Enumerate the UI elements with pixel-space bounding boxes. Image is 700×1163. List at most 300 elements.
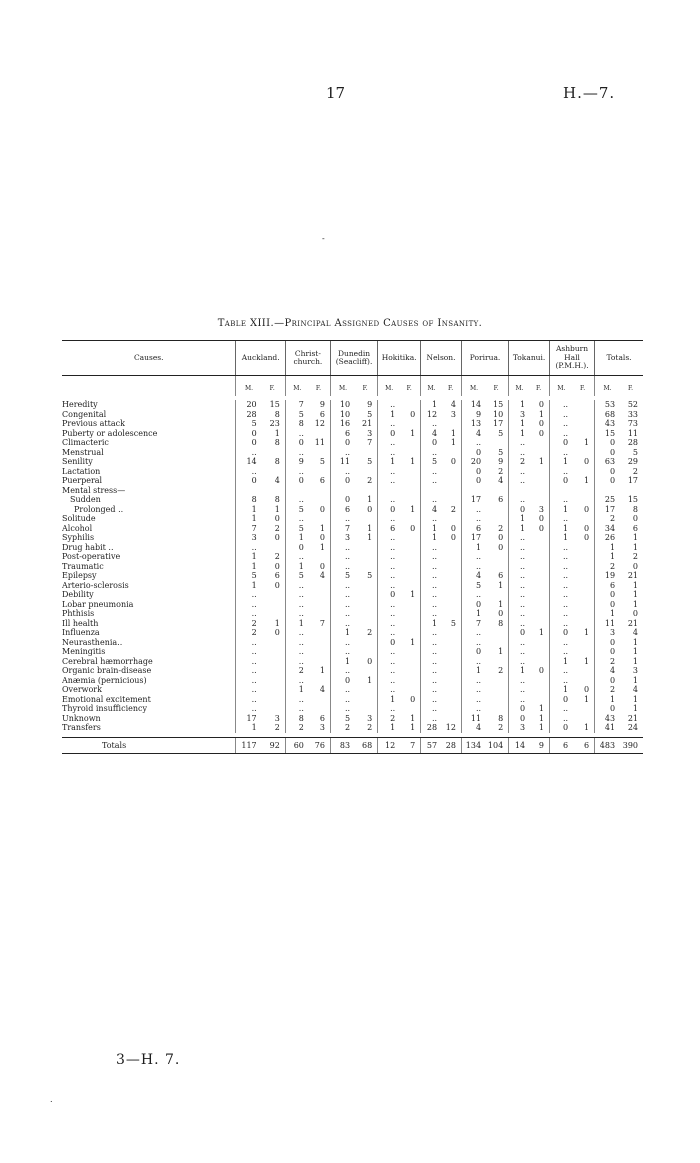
male-count: .. bbox=[520, 647, 526, 656]
value-cell bbox=[595, 714, 643, 724]
male-count: 34 bbox=[604, 523, 616, 533]
female-count: 0 bbox=[319, 561, 325, 571]
male-count: 1 bbox=[520, 666, 526, 675]
male-count: 1 bbox=[609, 694, 616, 704]
male-count: 4 bbox=[431, 428, 438, 438]
value-cell bbox=[285, 695, 330, 705]
male-count: 1 bbox=[251, 561, 257, 571]
male-count: .. bbox=[520, 552, 526, 561]
table-row bbox=[62, 429, 643, 439]
value-cell bbox=[236, 514, 285, 524]
male-count: 0 bbox=[609, 675, 616, 685]
value-cell bbox=[509, 524, 550, 534]
male-count: 483 bbox=[599, 740, 616, 750]
value-cell bbox=[236, 495, 285, 505]
male-count: 17 bbox=[470, 495, 482, 504]
value-cell bbox=[595, 638, 643, 648]
male-count: .. bbox=[520, 675, 526, 685]
value-cell bbox=[330, 638, 377, 648]
leader-dots bbox=[223, 457, 236, 467]
mf-row bbox=[62, 376, 643, 397]
value-cell bbox=[549, 543, 594, 553]
male-count: .. bbox=[431, 552, 438, 561]
female-count bbox=[440, 419, 459, 429]
female-count: 6 bbox=[583, 740, 590, 750]
male-count: .. bbox=[520, 571, 526, 580]
male-count: .. bbox=[431, 476, 438, 485]
female-count bbox=[353, 619, 375, 629]
female-count: 6 bbox=[632, 523, 639, 533]
male-count: .. bbox=[562, 495, 569, 504]
leader-dots bbox=[223, 685, 236, 695]
male-count: .. bbox=[298, 694, 304, 704]
male-count: .. bbox=[390, 466, 396, 476]
female-count: 1 bbox=[583, 438, 590, 447]
female-count bbox=[307, 467, 328, 477]
cause-label: Syphilis bbox=[62, 533, 95, 542]
causes-of-insanity-table bbox=[62, 340, 643, 754]
value-cell bbox=[549, 457, 594, 467]
female-count: 0 bbox=[367, 656, 373, 666]
value-cell bbox=[236, 429, 285, 439]
male-count: .. bbox=[344, 514, 351, 523]
male-count: .. bbox=[562, 704, 569, 713]
value-cell bbox=[236, 476, 285, 486]
female-count: 1 bbox=[319, 666, 325, 675]
male-count: .. bbox=[520, 599, 526, 609]
value-cell bbox=[330, 562, 377, 572]
value-cell bbox=[330, 647, 377, 657]
female-count bbox=[307, 695, 328, 705]
female-count: 0 bbox=[538, 523, 544, 533]
female-count: 1 bbox=[410, 504, 416, 514]
value-cell bbox=[549, 609, 594, 619]
value-cell bbox=[549, 628, 594, 638]
value-cell bbox=[330, 448, 377, 458]
female-count: 0 bbox=[274, 580, 280, 590]
value-cell bbox=[549, 638, 594, 648]
value-cell bbox=[236, 723, 285, 733]
table-row bbox=[62, 476, 643, 486]
value-cell bbox=[378, 628, 421, 638]
header-row bbox=[62, 341, 643, 376]
male-label: M. bbox=[293, 385, 302, 393]
female-count bbox=[353, 695, 375, 705]
male-count: .. bbox=[390, 419, 396, 428]
male-count: .. bbox=[251, 447, 257, 457]
male-count: 53 bbox=[604, 400, 616, 409]
value-cell bbox=[421, 552, 462, 562]
female-count: 1 bbox=[632, 533, 639, 542]
value-cell bbox=[378, 514, 421, 524]
female-count bbox=[440, 467, 459, 477]
female-count bbox=[440, 571, 459, 581]
leader-dots bbox=[223, 410, 236, 420]
value-cell bbox=[285, 676, 330, 686]
value-cell bbox=[285, 438, 330, 448]
value-cell bbox=[549, 486, 594, 496]
cause-label: Heredity bbox=[62, 400, 98, 409]
cause-label: Transfers bbox=[62, 723, 101, 732]
value-cell bbox=[461, 704, 508, 714]
value-cell bbox=[378, 438, 421, 448]
value-cell bbox=[236, 676, 285, 686]
male-count: .. bbox=[520, 580, 526, 590]
value-cell bbox=[236, 695, 285, 705]
male-count: .. bbox=[520, 590, 526, 599]
male-count: 5 bbox=[251, 419, 257, 428]
female-count bbox=[398, 419, 418, 429]
male-count: .. bbox=[298, 580, 304, 590]
value-cell bbox=[330, 543, 377, 553]
female-label: F. bbox=[269, 385, 275, 393]
male-count: .. bbox=[431, 666, 438, 675]
female-count: 4 bbox=[450, 400, 456, 409]
female-count bbox=[398, 666, 418, 676]
value-cell bbox=[509, 419, 550, 429]
value-cell bbox=[509, 505, 550, 515]
value-cell bbox=[378, 533, 421, 543]
male-count: .. bbox=[431, 685, 438, 694]
value-cell bbox=[330, 571, 377, 581]
female-count: 1 bbox=[632, 704, 639, 713]
male-count: .. bbox=[520, 694, 526, 704]
female-count: 0 bbox=[450, 457, 456, 466]
male-count: .. bbox=[390, 599, 396, 609]
male-count: 6 bbox=[390, 523, 396, 533]
female-count: 2 bbox=[498, 723, 504, 732]
table-row bbox=[62, 457, 643, 467]
female-count: 15 bbox=[627, 495, 639, 504]
female-count: 10 bbox=[493, 409, 504, 419]
female-count bbox=[398, 438, 418, 448]
value-cell bbox=[595, 533, 643, 543]
cause-label: Menstrual bbox=[62, 447, 104, 457]
female-count bbox=[307, 704, 328, 714]
female-count bbox=[353, 590, 375, 600]
table-row bbox=[62, 533, 643, 543]
female-count: 8 bbox=[274, 495, 280, 504]
female-count: 5 bbox=[632, 447, 639, 457]
female-count bbox=[440, 495, 459, 505]
male-count: .. bbox=[562, 637, 569, 647]
value-cell bbox=[330, 552, 377, 562]
male-count: .. bbox=[390, 666, 396, 675]
value-cell bbox=[461, 476, 508, 486]
male-count: 0 bbox=[609, 466, 616, 476]
male-count: .. bbox=[251, 704, 257, 713]
value-cell bbox=[378, 657, 421, 667]
value-cell bbox=[378, 552, 421, 562]
value-cell bbox=[378, 562, 421, 572]
female-count bbox=[440, 685, 459, 695]
female-count: 2 bbox=[367, 476, 373, 485]
male-count: 41 bbox=[604, 723, 616, 732]
female-count: 1 bbox=[632, 694, 639, 704]
female-count bbox=[571, 571, 592, 581]
male-count: 1 bbox=[390, 409, 396, 419]
table-title: Table XIII.—Principal Assigned Causes of Insanity. bbox=[217, 318, 483, 329]
female-count: 1 bbox=[583, 476, 590, 485]
male-count: .. bbox=[298, 647, 304, 656]
female-count: 1 bbox=[274, 504, 280, 514]
female-count bbox=[398, 543, 418, 553]
value-cell bbox=[421, 524, 462, 534]
male-count: 28 bbox=[246, 409, 257, 419]
female-label: F. bbox=[315, 385, 322, 393]
hospital-header: Dunedin (Seacliff). bbox=[330, 341, 377, 376]
mf-header bbox=[378, 376, 421, 397]
female-count: 1 bbox=[367, 675, 373, 685]
female-count bbox=[484, 514, 506, 524]
value-cell bbox=[509, 495, 550, 505]
female-count bbox=[528, 619, 547, 629]
value-cell bbox=[421, 638, 462, 648]
value-cell bbox=[549, 737, 594, 754]
male-count: .. bbox=[431, 542, 438, 552]
value-cell bbox=[378, 410, 421, 420]
table-row bbox=[62, 714, 643, 724]
value-cell bbox=[421, 609, 462, 619]
female-count: 6 bbox=[498, 495, 504, 504]
value-cell bbox=[236, 533, 285, 543]
male-count: .. bbox=[562, 542, 569, 552]
value-cell bbox=[236, 647, 285, 657]
female-count bbox=[440, 657, 459, 667]
female-count bbox=[353, 514, 375, 524]
male-count: 3 bbox=[609, 628, 616, 637]
female-count: 1 bbox=[538, 457, 544, 466]
table-row bbox=[62, 647, 643, 657]
value-cell bbox=[236, 467, 285, 477]
female-count: 28 bbox=[445, 740, 456, 750]
value-cell bbox=[461, 609, 508, 619]
female-count bbox=[353, 552, 375, 562]
value-cell bbox=[595, 676, 643, 686]
male-count: 7 bbox=[251, 523, 257, 533]
female-count: 0 bbox=[583, 523, 590, 533]
table-row bbox=[62, 723, 643, 733]
male-count: .. bbox=[390, 447, 396, 457]
female-count bbox=[398, 657, 418, 667]
male-count: .. bbox=[390, 704, 396, 713]
female-count: 0 bbox=[498, 542, 504, 552]
female-count: 4 bbox=[632, 685, 639, 694]
male-count: 0 bbox=[609, 590, 616, 599]
female-count: 0 bbox=[583, 457, 590, 466]
page-number: 17 bbox=[326, 84, 346, 102]
value-cell bbox=[509, 562, 550, 572]
cause-label: Thyroid insufficiency bbox=[62, 704, 148, 713]
male-count: .. bbox=[520, 618, 526, 628]
female-count bbox=[307, 647, 328, 657]
male-label: M. bbox=[245, 385, 254, 393]
female-count: 6 bbox=[319, 476, 325, 485]
male-count: .. bbox=[251, 647, 257, 656]
male-count: 0 bbox=[520, 504, 526, 514]
female-count bbox=[353, 704, 375, 714]
female-count bbox=[398, 676, 418, 686]
female-count: 76 bbox=[314, 740, 325, 750]
male-count: .. bbox=[390, 533, 396, 542]
corner-mark: . bbox=[50, 1095, 53, 1104]
male-count: 1 bbox=[475, 609, 482, 618]
male-count: 60 bbox=[293, 740, 304, 750]
cause-label: Neurasthenia.. bbox=[62, 637, 123, 647]
value-cell bbox=[421, 666, 462, 676]
male-count: .. bbox=[520, 685, 526, 694]
male-count: .. bbox=[431, 571, 438, 580]
cause-label: Unknown bbox=[62, 713, 101, 723]
female-count bbox=[440, 514, 459, 524]
male-count: .. bbox=[390, 628, 396, 637]
value-cell bbox=[509, 676, 550, 686]
female-count bbox=[260, 448, 283, 458]
male-count: 2 bbox=[251, 618, 257, 628]
male-count: 4 bbox=[475, 571, 482, 580]
female-count: 1 bbox=[632, 647, 639, 656]
female-count bbox=[571, 429, 592, 439]
female-count: 1 bbox=[319, 523, 325, 533]
male-count: 0 bbox=[520, 704, 526, 713]
value-cell bbox=[285, 429, 330, 439]
male-count: 17 bbox=[604, 504, 616, 514]
value-cell bbox=[285, 505, 330, 515]
male-count: 134 bbox=[465, 740, 482, 750]
male-count: .. bbox=[251, 590, 257, 599]
value-cell bbox=[509, 533, 550, 543]
male-count: .. bbox=[431, 647, 438, 656]
table-row bbox=[62, 619, 643, 629]
value-cell bbox=[236, 628, 285, 638]
female-count bbox=[307, 552, 328, 562]
male-count: 11 bbox=[604, 618, 616, 628]
value-cell bbox=[509, 410, 550, 420]
value-cell bbox=[509, 590, 550, 600]
value-cell bbox=[330, 467, 377, 477]
cause-label: Sudden bbox=[70, 495, 101, 504]
female-count: 3 bbox=[538, 504, 544, 514]
female-count: 0 bbox=[583, 685, 590, 694]
female-count bbox=[353, 647, 375, 657]
female-count: 8 bbox=[274, 438, 280, 447]
leader-dots bbox=[223, 476, 236, 486]
male-count: 3 bbox=[344, 533, 351, 542]
value-cell bbox=[461, 737, 508, 754]
male-count: 0 bbox=[475, 447, 482, 457]
female-count: 2 bbox=[632, 466, 639, 476]
table-row bbox=[62, 581, 643, 591]
female-count: 1 bbox=[538, 713, 544, 723]
male-count: .. bbox=[520, 438, 526, 447]
value-cell bbox=[595, 505, 643, 515]
leader-dots bbox=[223, 524, 236, 534]
value-cell bbox=[236, 581, 285, 591]
value-cell bbox=[236, 714, 285, 724]
male-count: .. bbox=[344, 647, 351, 656]
male-count: 1 bbox=[431, 400, 438, 409]
value-cell bbox=[421, 457, 462, 467]
female-count bbox=[260, 695, 283, 705]
cause-label: Prolonged .. bbox=[74, 504, 124, 514]
male-count: .. bbox=[431, 561, 438, 571]
female-count: 3 bbox=[367, 713, 373, 723]
male-count: .. bbox=[562, 552, 569, 561]
value-cell bbox=[330, 600, 377, 610]
table-row bbox=[62, 666, 643, 676]
female-count bbox=[398, 448, 418, 458]
female-count bbox=[398, 514, 418, 524]
value-cell bbox=[549, 647, 594, 657]
male-count: 1 bbox=[298, 618, 304, 628]
female-count bbox=[440, 638, 459, 648]
leader-dots bbox=[223, 590, 236, 600]
value-cell bbox=[330, 657, 377, 667]
male-count: .. bbox=[562, 409, 569, 419]
value-cell bbox=[549, 429, 594, 439]
male-count: 1 bbox=[609, 552, 616, 561]
female-count: 1 bbox=[538, 628, 544, 637]
table-row bbox=[62, 486, 643, 496]
value-cell bbox=[236, 638, 285, 648]
male-count: 68 bbox=[604, 409, 616, 419]
value-cell bbox=[549, 723, 594, 733]
value-cell bbox=[378, 714, 421, 724]
male-count: .. bbox=[562, 400, 569, 409]
value-cell bbox=[236, 657, 285, 667]
male-count: 1 bbox=[562, 533, 569, 542]
female-count: 6 bbox=[498, 571, 504, 580]
value-cell bbox=[285, 647, 330, 657]
male-count: 0 bbox=[609, 476, 616, 485]
value-cell bbox=[595, 514, 643, 524]
male-count: 14 bbox=[470, 400, 482, 409]
male-count: 1 bbox=[251, 552, 257, 561]
value-cell bbox=[285, 609, 330, 619]
male-count: .. bbox=[562, 590, 569, 599]
male-count: .. bbox=[562, 561, 569, 571]
male-count: 10 bbox=[339, 400, 351, 409]
female-count: 12 bbox=[314, 419, 325, 428]
table-row bbox=[62, 448, 643, 458]
male-count: 1 bbox=[390, 723, 396, 732]
hospital-header: Hokitika. bbox=[378, 341, 421, 376]
female-count bbox=[260, 685, 283, 695]
value-cell bbox=[285, 619, 330, 629]
male-count: 8 bbox=[298, 419, 304, 428]
male-count: 0 bbox=[562, 723, 569, 732]
female-count: 2 bbox=[367, 628, 373, 637]
male-count: 0 bbox=[562, 438, 569, 447]
male-count: .. bbox=[431, 514, 438, 523]
male-count: .. bbox=[562, 647, 569, 656]
male-count: 17 bbox=[246, 713, 257, 723]
female-count: 1 bbox=[319, 542, 325, 552]
male-count: .. bbox=[298, 590, 304, 599]
value-cell bbox=[461, 619, 508, 629]
male-count: 14 bbox=[246, 457, 257, 466]
female-count bbox=[398, 704, 418, 714]
female-count bbox=[440, 600, 459, 610]
female-count bbox=[398, 600, 418, 610]
female-count bbox=[528, 467, 547, 477]
value-cell bbox=[236, 419, 285, 429]
male-label: M. bbox=[338, 385, 347, 393]
cause-label: Post-operative bbox=[62, 552, 121, 561]
male-count: .. bbox=[390, 685, 396, 694]
leader-dots bbox=[223, 505, 236, 515]
male-count: 1 bbox=[520, 428, 526, 438]
